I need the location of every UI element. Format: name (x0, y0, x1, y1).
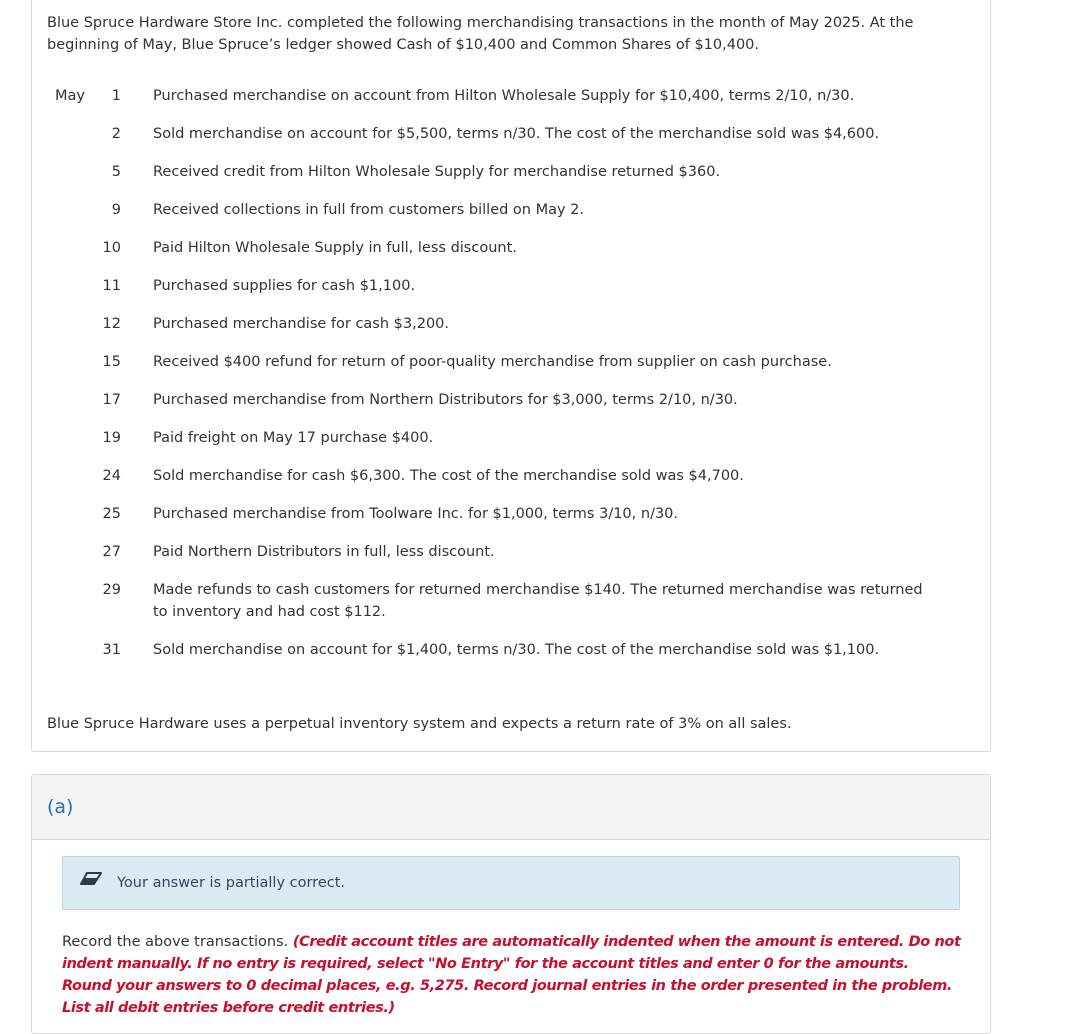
transaction-description: Purchased supplies for cash $1,100. (153, 278, 416, 294)
transaction-row (32, 639, 990, 677)
transaction-row (32, 503, 990, 541)
transaction-description: Purchased merchandise from Toolware Inc. for $1,000, terms 3/10, n/30. (153, 506, 679, 522)
transaction-day: 1 (111, 88, 121, 104)
part-a-section (31, 774, 991, 1034)
transaction-row (32, 351, 990, 389)
transaction-day: 24 (102, 468, 121, 484)
transaction-description: Purchased merchandise for cash $3,200. (153, 316, 450, 332)
problem-intro: Blue Spruce Hardware Store Inc. completed the following merchandising transactions in the month of May 2025. At the beginning of May, Blue Spruce’s ledger showed Cash of $10,400 and Common Shares of $10,400. (47, 15, 914, 53)
transaction-row (32, 579, 990, 620)
transaction-row (32, 541, 990, 579)
transaction-day: 17 (102, 392, 121, 408)
transaction-day: 2 (111, 126, 121, 142)
part-header (32, 775, 990, 840)
transaction-description: Purchased merchandise from Northern Distributors for $3,000, terms 2/10, n/30. (153, 392, 738, 408)
transaction-description: Made refunds to cash customers for returned merchandise $140. The returned merchandise was returned to inventory and had cost $112. (153, 582, 923, 620)
transaction-description: Paid freight on May 17 purchase $400. (153, 430, 434, 446)
feedback-text: Your answer is partially correct. (117, 875, 346, 891)
eraser-icon (78, 870, 104, 890)
problem-statement (31, 0, 991, 752)
transaction-day: 9 (111, 202, 121, 218)
transaction-description: Received $400 refund for return of poor-quality merchandise from supplier on cash purchase. (153, 354, 832, 370)
transaction-description: Received collections in full from customers billed on May 2. (153, 202, 585, 218)
transaction-row (32, 161, 990, 199)
transaction-row (32, 123, 990, 161)
transaction-description: Sold merchandise on account for $5,500, terms n/30. The cost of the merchandise sold was $4,600. (153, 126, 880, 142)
transaction-row (32, 237, 990, 275)
instructions (62, 931, 962, 1019)
transaction-day: 11 (102, 278, 121, 294)
transaction-row (32, 389, 990, 427)
transaction-row (32, 199, 990, 237)
transaction-description: Purchased merchandise on account from Hilton Wholesale Supply for $10,400, terms 2/10, n/30. (153, 88, 855, 104)
transaction-day: 19 (102, 430, 121, 446)
transaction-row (32, 427, 990, 465)
transaction-row (32, 313, 990, 351)
transaction-day: 10 (102, 240, 121, 256)
instructions-text: Record the above transactions. (62, 934, 293, 950)
feedback-banner (62, 856, 960, 910)
part-label: (a) (47, 796, 74, 818)
transaction-description: Paid Hilton Wholesale Supply in full, less discount. (153, 240, 517, 256)
transaction-day: 15 (102, 354, 121, 370)
transaction-day: 5 (111, 164, 121, 180)
transaction-day: 25 (102, 506, 121, 522)
transaction-day: 12 (102, 316, 121, 332)
transaction-description: Sold merchandise for cash $6,300. The cost of the merchandise sold was $4,700. (153, 468, 744, 484)
transaction-month: May (55, 88, 85, 104)
transaction-day: 31 (102, 642, 121, 658)
transaction-description: Sold merchandise on account for $1,400, terms n/30. The cost of the merchandise sold was $1,100. (153, 642, 880, 658)
transaction-row (32, 85, 990, 123)
transaction-description: Received credit from Hilton Wholesale Supply for merchandise returned $360. (153, 164, 721, 180)
instructions-note: (Credit account titles are automatically indented when the amount is entered. Do not indent manually. If no entry is required, select "No Entry" for the account titles and enter 0 for the amounts. Round your answers to 0 decimal places, e.g. 5,275. Record journal entries in the order presented in the problem. List all debit entries before credit entries.) (62, 934, 961, 1016)
transaction-day: 29 (102, 582, 121, 598)
transaction-row (32, 465, 990, 503)
transaction-row (32, 275, 990, 313)
transaction-day: 27 (102, 544, 121, 560)
problem-closing-note: Blue Spruce Hardware uses a perpetual inventory system and expects a return rate of 3% on all sales. (47, 716, 792, 732)
transaction-description: Paid Northern Distributors in full, less discount. (153, 544, 495, 560)
